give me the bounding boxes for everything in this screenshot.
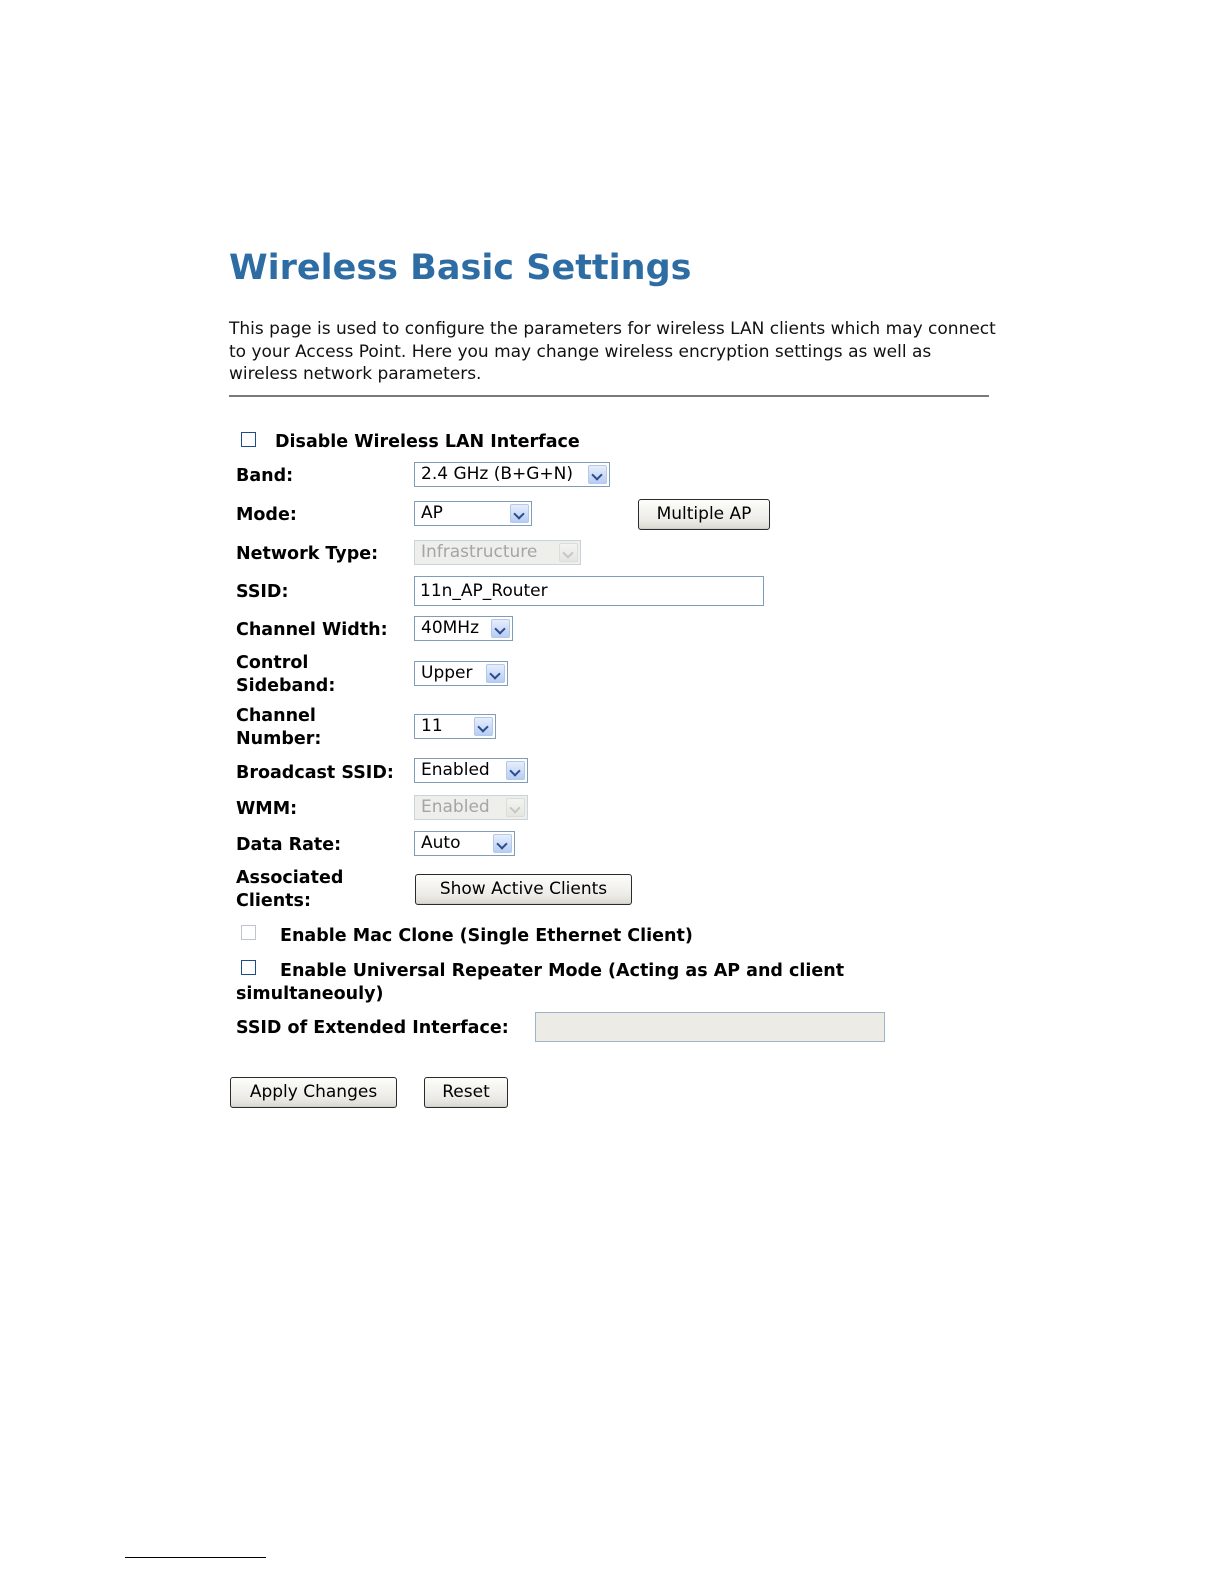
band-label: Band: [236,466,294,486]
disable-wlan-checkbox[interactable] [241,432,256,447]
data-rate-select-value: Auto [421,833,461,853]
reset-button[interactable]: Reset [424,1077,508,1108]
control-sideband-label: Control Sideband: [236,653,336,696]
wmm-label: WMM: [236,799,298,819]
mac-clone-label: Enable Mac Clone (Single Ethernet Client) [280,926,693,946]
universal-repeater-label: Enable Universal Repeater Mode (Acting as AP and client simultaneouly) [236,961,845,1004]
chevron-down-icon [491,619,510,638]
data-rate-label: Data Rate: [236,835,342,855]
associated-clients-label: Associated Clients: [236,868,344,911]
channel-number-select-value: 11 [421,716,443,736]
ssid-extended-label: SSID of Extended Interface: [236,1018,509,1038]
broadcast-ssid-select[interactable] [414,758,528,783]
mode-select-value: AP [421,503,443,523]
wmm-select[interactable] [414,795,528,820]
chevron-down-icon [486,664,505,683]
footnote-rule [125,1557,266,1558]
ssid-extended-input[interactable] [535,1012,885,1042]
channel-number-label: Channel Number: [236,706,322,749]
channel-width-select-value: 40MHz [421,618,480,638]
page-title: Wireless Basic Settings [229,248,692,288]
show-active-clients-button[interactable]: Show Active Clients [415,874,632,905]
chevron-down-icon [588,465,607,484]
wmm-select-value: Enabled [421,797,490,817]
chevron-down-icon [506,798,525,817]
mode-label: Mode: [236,505,297,525]
network-type-select-value: Infrastructure [421,542,538,562]
chevron-down-icon [493,834,512,853]
disable-wlan-label: Disable Wireless LAN Interface [275,432,580,452]
page-description: This page is used to configure the parameters for wireless LAN clients which may connect to your Access Point. Here you may change wireless encryption settings as well as wireless network parameters. [229,319,996,384]
control-sideband-select-value: Upper [421,663,473,683]
ssid-input[interactable]: 11n_AP_Router [414,576,764,606]
network-type-label: Network Type: [236,544,379,564]
band-select[interactable] [414,462,610,487]
control-sideband-select[interactable] [414,661,508,686]
apply-changes-button[interactable]: Apply Changes [230,1077,397,1108]
chevron-down-icon [559,543,578,562]
mac-clone-checkbox[interactable] [241,925,256,940]
multiple-ap-button[interactable]: Multiple AP [638,499,770,530]
ssid-label: SSID: [236,582,289,602]
data-rate-select[interactable] [414,831,515,856]
channel-width-label: Channel Width: [236,620,388,640]
chevron-down-icon [506,761,525,780]
divider [229,395,989,397]
broadcast-ssid-label: Broadcast SSID: [236,763,394,783]
network-type-select[interactable] [414,540,581,565]
channel-number-select[interactable] [414,714,496,739]
channel-width-select[interactable] [414,616,513,641]
mode-select[interactable] [414,501,532,526]
chevron-down-icon [510,504,529,523]
broadcast-ssid-select-value: Enabled [421,760,490,780]
chevron-down-icon [474,717,493,736]
band-select-value: 2.4 GHz (B+G+N) [421,464,574,484]
